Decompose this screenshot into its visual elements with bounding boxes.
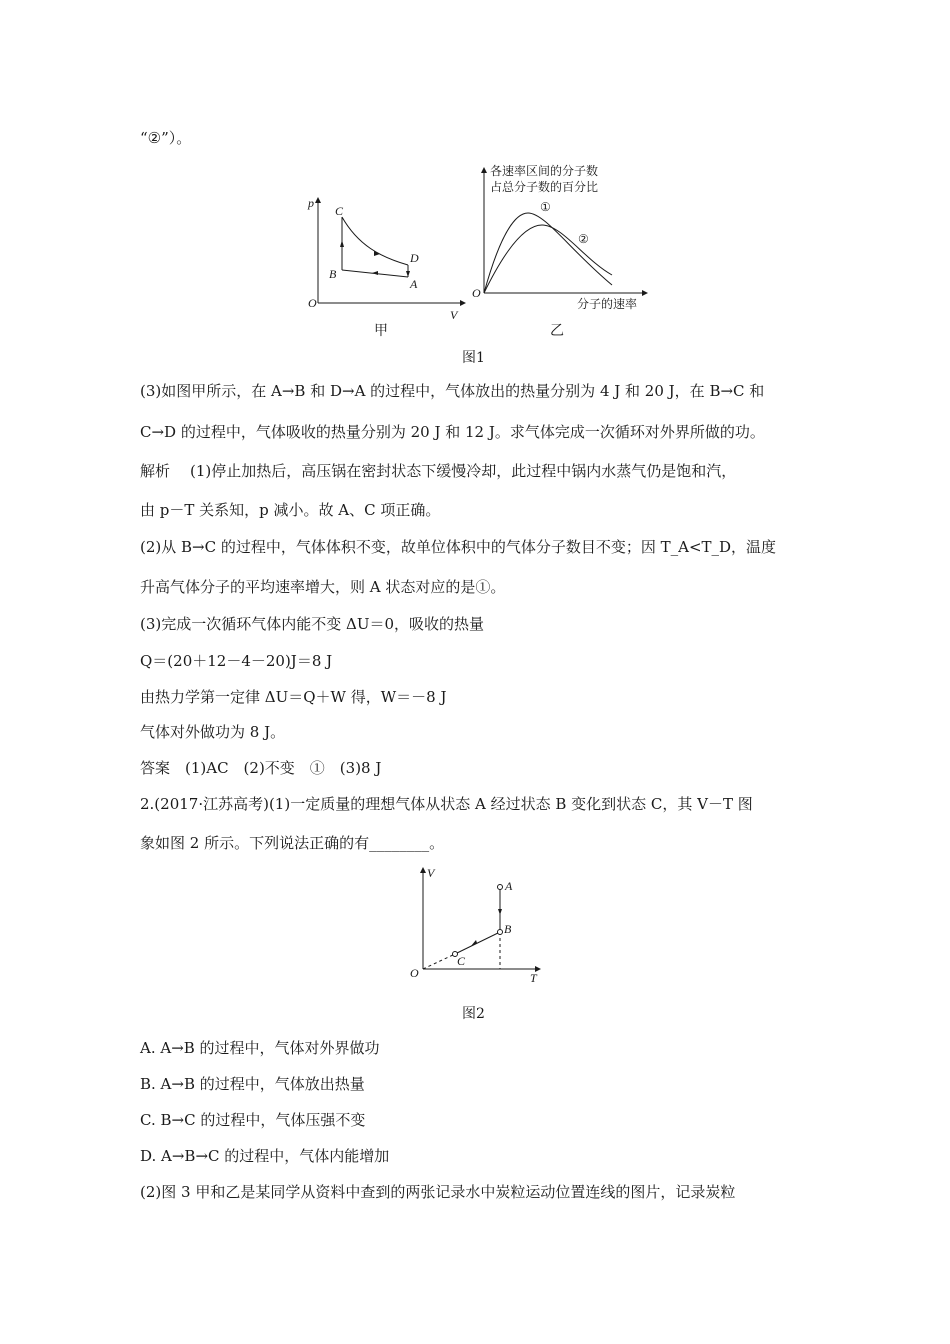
figure2-caption: 图2	[462, 1006, 485, 1022]
option-a: A. A→B 的过程中，气体对外界做功	[140, 1039, 380, 1057]
yi-ylabel-line2: 占总分子数的百分比	[490, 180, 599, 194]
yi-xlabel: 分子的速率	[577, 297, 638, 311]
figure1-yi-caption: 乙	[550, 323, 564, 339]
option-c: C. B→C 的过程中，气体压强不变	[140, 1111, 366, 1129]
analysis-p3-line2: Q＝(20＋12－4－20)J＝8 J	[140, 652, 333, 670]
analysis-p1-line2: 由 p－T 关系知，p 减小。故 A、C 项正确。	[140, 501, 441, 519]
fig2-axis-t: T	[530, 971, 537, 985]
fig2-axis-v: V	[427, 866, 435, 880]
figure1-jia-diagram	[300, 195, 470, 325]
answer: 答案 (1)AC (2)不变 ① (3)8 J	[140, 759, 382, 777]
q3-line2: C→D 的过程中，气体吸收的热量分别为 20 J 和 12 J。求气体完成一次循环对外界所做的功。	[140, 423, 765, 441]
figure1-jia-caption: 甲	[374, 323, 388, 339]
yi-origin: O	[472, 286, 481, 300]
jia-point-d: D	[410, 251, 419, 265]
jia-point-a: A	[410, 277, 418, 291]
analysis-p3-line3: 由热力学第一定律 ΔU＝Q＋W 得，W＝－8 J	[140, 688, 447, 706]
jia-axis-p: p	[308, 196, 314, 210]
analysis-p2-line1: (2)从 B→C 的过程中，气体体积不变，故单位体积中的气体分子数目不变；因 T_A<T_D，温度	[140, 538, 777, 556]
analysis-label: 解析	[140, 462, 171, 480]
jia-axis-v: V	[450, 308, 458, 322]
fig2-point-a: A	[505, 879, 513, 893]
analysis-p3-line4: 气体对外做功为 8 J。	[140, 723, 286, 741]
yi-curve2-label: ②	[578, 232, 589, 246]
analysis-p1-line1: (1)停止加热后，高压锅在密封状态下缓慢冷却，此过程中锅内水蒸气仍是饱和汽，	[190, 462, 737, 480]
figure1-caption: 图1	[462, 350, 485, 366]
option-d: D. A→B→C 的过程中，气体内能增加	[140, 1147, 390, 1165]
problem2-line2: 象如图 2 所示。下列说法正确的有________。	[140, 834, 445, 852]
fig2-origin: O	[410, 966, 419, 980]
yi-ylabel-line1: 各速率区间的分子数	[490, 164, 599, 178]
figure1-yi-diagram	[470, 195, 650, 305]
analysis-p2-line2: 升高气体分子的平均速率增大，则 A 状态对应的是①。	[140, 578, 506, 596]
fig2-point-b: B	[504, 922, 512, 936]
q3-line1: (3)如图甲所示，在 A→B 和 D→A 的过程中，气体放出的热量分别为 4 J 和 20 J，在 B→C 和	[140, 382, 765, 400]
jia-point-b: B	[329, 267, 337, 281]
jia-point-c: C	[335, 204, 344, 218]
analysis-p3-line1: (3)完成一次循环气体内能不变 ΔU＝0，吸收的热量	[140, 615, 485, 633]
fig2-point-c: C	[457, 954, 466, 968]
yi-curve1-label: ①	[540, 200, 551, 214]
jia-origin: O	[308, 296, 317, 310]
top-fragment: “②”）。	[140, 129, 192, 147]
option-b: B. A→B 的过程中，气体放出热量	[140, 1075, 365, 1093]
problem2-line1: 2.(2017·江苏高考)(1)一定质量的理想气体从状态 A 经过状态 B 变化到状态 C，其 V－T 图	[140, 795, 753, 813]
figure2-diagram	[405, 865, 555, 990]
q2-line1: (2)图 3 甲和乙是某同学从资料中查到的两张记录水中炭粒运动位置连线的图片，记录炭粒	[140, 1183, 736, 1201]
